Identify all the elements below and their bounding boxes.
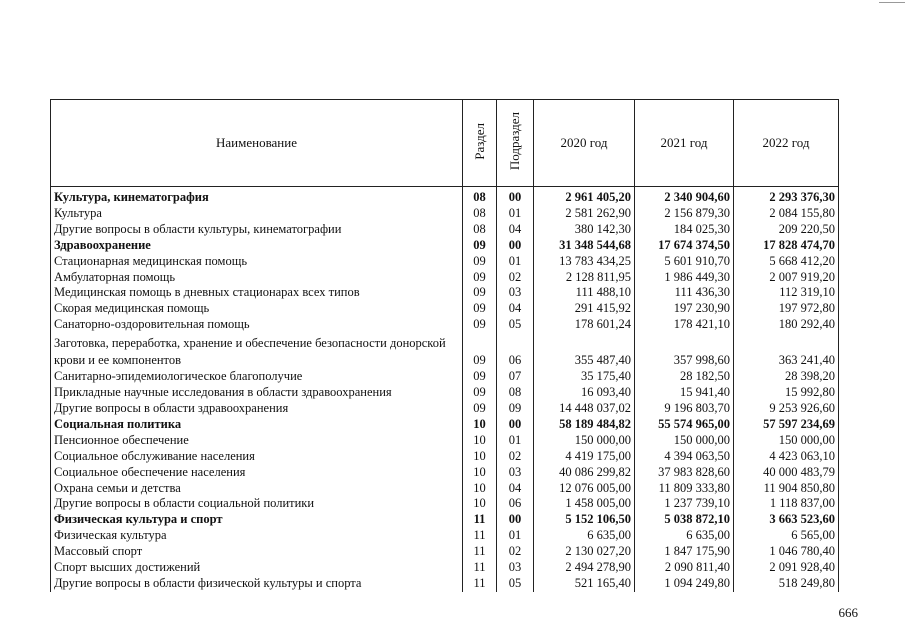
table-row <box>51 369 839 385</box>
row-value-2020: 12 076 005,00 <box>534 481 635 497</box>
table-row <box>51 544 839 560</box>
row-value-2022: 2 007 919,20 <box>734 270 839 286</box>
row-section: 09 <box>463 285 497 301</box>
row-subsection: 04 <box>497 222 534 238</box>
row-value-2020: 380 142,30 <box>534 222 635 238</box>
row-section: 09 <box>463 301 497 317</box>
row-subsection: 00 <box>497 417 534 433</box>
row-subsection: 02 <box>497 270 534 286</box>
header-subsection <box>497 100 534 187</box>
row-section: 10 <box>463 433 497 449</box>
row-name: Другие вопросы в области здравоохранения <box>51 401 463 417</box>
row-value-2021: 2 156 879,30 <box>635 206 734 222</box>
row-value-2022: 57 597 234,69 <box>734 417 839 433</box>
row-section: 10 <box>463 465 497 481</box>
row-subsection: 09 <box>497 401 534 417</box>
row-subsection: 02 <box>497 449 534 465</box>
row-subsection: 03 <box>497 560 534 576</box>
row-value-2021: 1 237 739,10 <box>635 496 734 512</box>
row-value-2022: 1 046 780,40 <box>734 544 839 560</box>
table-row <box>51 285 839 301</box>
row-value-2021: 111 436,30 <box>635 285 734 301</box>
row-name: Социальное обслуживание населения <box>51 449 463 465</box>
row-value-2020: 35 175,40 <box>534 369 635 385</box>
row-value-2022: 4 423 063,10 <box>734 449 839 465</box>
table-header-row <box>51 100 839 187</box>
row-subsection: 03 <box>497 285 534 301</box>
row-value-2020: 14 448 037,02 <box>534 401 635 417</box>
row-name: Санаторно-оздоровительная помощь <box>51 317 463 333</box>
row-name: Заготовка, переработка, хранение и обеспечение безопасности донорской крови и ее компонентов <box>51 333 463 369</box>
row-value-2022: 40 000 483,79 <box>734 465 839 481</box>
row-subsection: 08 <box>497 385 534 401</box>
table-row <box>51 528 839 544</box>
row-subsection: 01 <box>497 528 534 544</box>
row-value-2020: 2 581 262,90 <box>534 206 635 222</box>
row-value-2021: 15 941,40 <box>635 385 734 401</box>
row-section: 09 <box>463 333 497 369</box>
budget-table <box>50 99 839 592</box>
row-name: Стационарная медицинская помощь <box>51 254 463 270</box>
row-name: Медицинская помощь в дневных стационарах всех типов <box>51 285 463 301</box>
row-section: 11 <box>463 560 497 576</box>
row-section: 09 <box>463 369 497 385</box>
row-value-2022: 1 118 837,00 <box>734 496 839 512</box>
row-section: 08 <box>463 222 497 238</box>
row-subsection: 01 <box>497 433 534 449</box>
row-value-2020: 40 086 299,82 <box>534 465 635 481</box>
row-subsection: 00 <box>497 190 534 206</box>
row-value-2022: 112 319,10 <box>734 285 839 301</box>
row-subsection: 05 <box>497 317 534 333</box>
row-value-2020: 4 419 175,00 <box>534 449 635 465</box>
row-value-2020: 2 128 811,95 <box>534 270 635 286</box>
row-value-2021: 1 094 249,80 <box>635 576 734 592</box>
table-row <box>51 401 839 417</box>
row-name: Другие вопросы в области социальной политики <box>51 496 463 512</box>
row-name: Физическая культура <box>51 528 463 544</box>
row-value-2021: 28 182,50 <box>635 369 734 385</box>
corner-mark <box>879 2 905 3</box>
row-value-2022: 197 972,80 <box>734 301 839 317</box>
header-name: Наименование <box>51 100 463 187</box>
table-row <box>51 238 839 254</box>
row-value-2021: 150 000,00 <box>635 433 734 449</box>
row-value-2022: 363 241,40 <box>734 333 839 369</box>
row-value-2021: 5 038 872,10 <box>635 512 734 528</box>
row-name: Физическая культура и спорт <box>51 512 463 528</box>
row-section: 09 <box>463 238 497 254</box>
page-number: 666 <box>838 605 858 620</box>
row-section: 11 <box>463 544 497 560</box>
row-name: Прикладные научные исследования в области здравоохранения <box>51 385 463 401</box>
table-body <box>51 187 839 592</box>
row-name: Пенсионное обеспечение <box>51 433 463 449</box>
table-row <box>51 512 839 528</box>
row-section: 09 <box>463 401 497 417</box>
table-row <box>51 465 839 481</box>
row-value-2020: 5 152 106,50 <box>534 512 635 528</box>
row-value-2022: 3 663 523,60 <box>734 512 839 528</box>
row-value-2021: 357 998,60 <box>635 333 734 369</box>
table-row <box>51 417 839 433</box>
row-value-2021: 11 809 333,80 <box>635 481 734 497</box>
row-value-2022: 2 293 376,30 <box>734 190 839 206</box>
row-section: 10 <box>463 496 497 512</box>
table-row <box>51 190 839 206</box>
row-value-2022: 518 249,80 <box>734 576 839 592</box>
row-value-2022: 5 668 412,20 <box>734 254 839 270</box>
header-section-label: Раздел <box>471 122 487 160</box>
row-name: Социальное обеспечение населения <box>51 465 463 481</box>
row-value-2021: 178 421,10 <box>635 317 734 333</box>
row-value-2021: 5 601 910,70 <box>635 254 734 270</box>
row-value-2020: 16 093,40 <box>534 385 635 401</box>
row-name: Массовый спорт <box>51 544 463 560</box>
row-section: 08 <box>463 190 497 206</box>
row-value-2020: 150 000,00 <box>534 433 635 449</box>
row-value-2020: 521 165,40 <box>534 576 635 592</box>
row-value-2021: 197 230,90 <box>635 301 734 317</box>
row-subsection: 05 <box>497 576 534 592</box>
row-name: Культура <box>51 206 463 222</box>
row-value-2020: 2 494 278,90 <box>534 560 635 576</box>
row-name: Амбулаторная помощь <box>51 270 463 286</box>
table-row <box>51 317 839 333</box>
row-value-2021: 37 983 828,60 <box>635 465 734 481</box>
row-value-2021: 1 847 175,90 <box>635 544 734 560</box>
row-value-2022: 180 292,40 <box>734 317 839 333</box>
table-row <box>51 576 839 592</box>
row-section: 10 <box>463 417 497 433</box>
row-section: 11 <box>463 528 497 544</box>
row-name: Спорт высших достижений <box>51 560 463 576</box>
row-value-2022: 2 084 155,80 <box>734 206 839 222</box>
row-value-2022: 9 253 926,60 <box>734 401 839 417</box>
row-value-2020: 2 961 405,20 <box>534 190 635 206</box>
row-value-2022: 17 828 474,70 <box>734 238 839 254</box>
header-section <box>463 100 497 187</box>
row-value-2020: 2 130 027,20 <box>534 544 635 560</box>
row-value-2021: 4 394 063,50 <box>635 449 734 465</box>
row-value-2020: 58 189 484,82 <box>534 417 635 433</box>
row-value-2020: 6 635,00 <box>534 528 635 544</box>
row-subsection: 04 <box>497 301 534 317</box>
row-value-2021: 1 986 449,30 <box>635 270 734 286</box>
row-value-2021: 2 090 811,40 <box>635 560 734 576</box>
row-value-2021: 55 574 965,00 <box>635 417 734 433</box>
row-name: Скорая медицинская помощь <box>51 301 463 317</box>
table-row <box>51 222 839 238</box>
row-section: 09 <box>463 317 497 333</box>
row-subsection: 04 <box>497 481 534 497</box>
row-name: Социальная политика <box>51 417 463 433</box>
row-value-2020: 13 783 434,25 <box>534 254 635 270</box>
row-subsection: 06 <box>497 333 534 369</box>
row-section: 11 <box>463 512 497 528</box>
row-value-2021: 6 635,00 <box>635 528 734 544</box>
row-section: 09 <box>463 270 497 286</box>
table-row <box>51 254 839 270</box>
row-value-2022: 11 904 850,80 <box>734 481 839 497</box>
row-value-2020: 31 348 544,68 <box>534 238 635 254</box>
row-section: 09 <box>463 254 497 270</box>
row-value-2022: 15 992,80 <box>734 385 839 401</box>
row-value-2020: 1 458 005,00 <box>534 496 635 512</box>
row-name: Другие вопросы в области культуры, кинематографии <box>51 222 463 238</box>
row-name: Санитарно-эпидемиологическое благополучие <box>51 369 463 385</box>
table-row <box>51 270 839 286</box>
header-2020: 2020 год <box>534 100 635 187</box>
row-section: 08 <box>463 206 497 222</box>
row-section: 09 <box>463 385 497 401</box>
row-value-2021: 2 340 904,60 <box>635 190 734 206</box>
header-subsection-label: Подраздел <box>507 111 522 171</box>
row-value-2020: 355 487,40 <box>534 333 635 369</box>
row-subsection: 03 <box>497 465 534 481</box>
table-row <box>51 333 839 369</box>
row-subsection: 00 <box>497 512 534 528</box>
row-value-2022: 150 000,00 <box>734 433 839 449</box>
table-row <box>51 301 839 317</box>
row-subsection: 01 <box>497 206 534 222</box>
row-value-2021: 184 025,30 <box>635 222 734 238</box>
row-subsection: 01 <box>497 254 534 270</box>
table-row <box>51 481 839 497</box>
row-value-2020: 291 415,92 <box>534 301 635 317</box>
row-value-2020: 111 488,10 <box>534 285 635 301</box>
row-value-2022: 28 398,20 <box>734 369 839 385</box>
header-2022: 2022 год <box>734 100 839 187</box>
row-subsection: 07 <box>497 369 534 385</box>
row-value-2022: 6 565,00 <box>734 528 839 544</box>
row-value-2020: 178 601,24 <box>534 317 635 333</box>
table-row <box>51 385 839 401</box>
row-name: Культура, кинематография <box>51 190 463 206</box>
row-value-2022: 209 220,50 <box>734 222 839 238</box>
row-name: Охрана семьи и детства <box>51 481 463 497</box>
table-row <box>51 449 839 465</box>
table-row <box>51 433 839 449</box>
row-subsection: 02 <box>497 544 534 560</box>
row-value-2022: 2 091 928,40 <box>734 560 839 576</box>
row-section: 10 <box>463 449 497 465</box>
row-value-2021: 9 196 803,70 <box>635 401 734 417</box>
table-row <box>51 206 839 222</box>
row-name: Здравоохранение <box>51 238 463 254</box>
table-row <box>51 496 839 512</box>
header-2021: 2021 год <box>635 100 734 187</box>
row-section: 11 <box>463 576 497 592</box>
row-value-2021: 17 674 374,50 <box>635 238 734 254</box>
row-subsection: 00 <box>497 238 534 254</box>
row-section: 10 <box>463 481 497 497</box>
row-name: Другие вопросы в области физической культуры и спорта <box>51 576 463 592</box>
row-subsection: 06 <box>497 496 534 512</box>
table-row <box>51 560 839 576</box>
